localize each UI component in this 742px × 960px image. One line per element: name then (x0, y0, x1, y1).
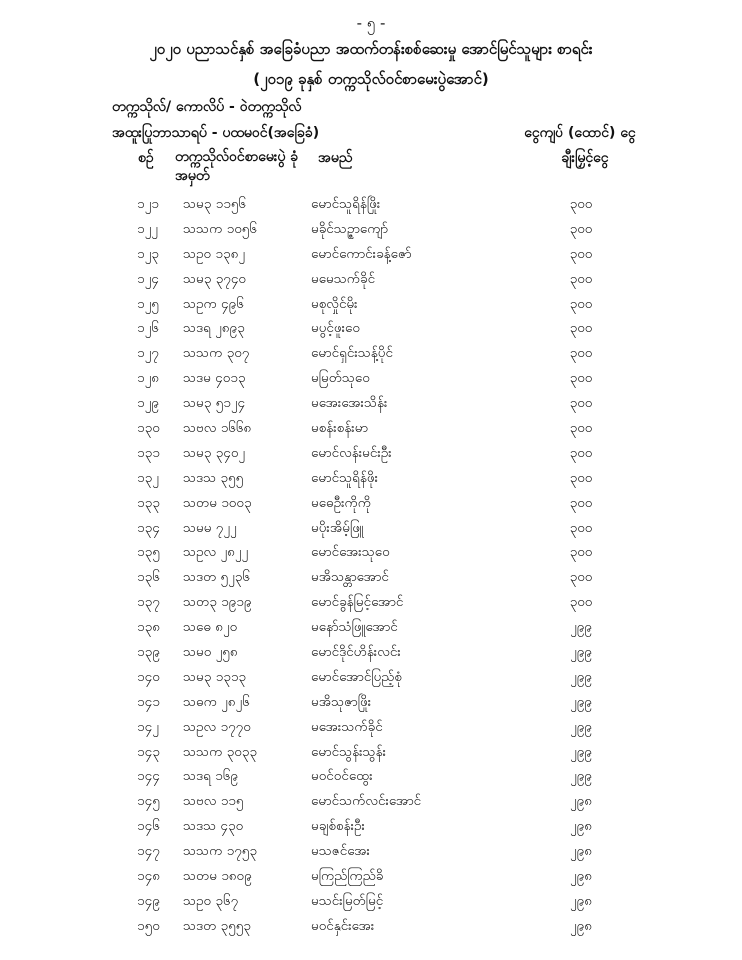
row-name: မောင်အောင်ပြည့်စုံ (311, 668, 402, 685)
row-reg-number: သဗလ ၁၁၅ (183, 793, 244, 810)
table-row (0, 444, 742, 469)
row-number: ၁၄၀ (137, 668, 160, 685)
row-amount: ၂၉၈ (570, 843, 592, 860)
row-reg-number: သဒရ ၁၆၉ (183, 768, 238, 785)
row-number: ၁၂၃ (137, 245, 159, 262)
row-amount: ၃၀၀ (569, 270, 593, 287)
row-amount: ၃၀၀ (569, 245, 593, 262)
row-name: မပိုးအိမ့်ဖြူ (311, 519, 364, 536)
row-number: ၁၄၂ (137, 718, 159, 735)
row-amount: ၂၉၉ (570, 718, 592, 735)
row-reg-number: သမ၃ ၃၇၄၀ (183, 270, 247, 287)
row-amount: ၃၀၀ (569, 420, 593, 437)
table-row (0, 917, 742, 942)
table-row (0, 369, 742, 394)
table-row (0, 394, 742, 419)
row-number: ၁၄၃ (137, 743, 160, 760)
row-name: မောင်သက်လင်းအောင် (311, 793, 422, 810)
row-name: မသင်းမြတ်မြင့် (311, 892, 384, 909)
table-body (0, 195, 742, 942)
row-amount: ၃၀၀ (569, 544, 593, 561)
row-amount: ၂၉၈ (570, 917, 592, 934)
row-number: ၁၂၇ (137, 345, 159, 362)
row-name: မောင်အေးသုဝေ (311, 544, 390, 561)
row-reg-number: သမဝ ၂၅၈ (183, 644, 238, 661)
row-amount: ၂၉၈ (570, 793, 592, 810)
row-name: မအိသုဇာဖြိုး (311, 693, 372, 710)
row-name: မဓေဦးကိုကို (311, 494, 371, 511)
table-row (0, 419, 742, 444)
row-name: မောင်ရှင်းသန့်ပိုင် (311, 345, 393, 362)
row-number: ၁၃၂ (137, 469, 159, 486)
row-number: ၁၂၈ (137, 370, 159, 387)
row-reg-number: သဒမ ၄၀၁၃ (183, 370, 246, 387)
row-amount: ၃၀၀ (569, 320, 593, 337)
row-reg-number: သဒသ ၄၃၀ (183, 818, 244, 835)
table-row (0, 494, 742, 519)
row-name: မောင်လန်းမင်းဦး (311, 444, 392, 461)
row-number: ၁၄၅ (137, 793, 160, 810)
university-line: တက္ကသိုလ်/ ကောလိပ် - ဝဲတက္ကသိုလ် (112, 99, 302, 115)
row-amount: ၃၀၀ (569, 196, 593, 212)
row-name: မောင်သူရိန်ဖြိုး (311, 196, 381, 212)
row-amount: ၃၀၀ (569, 220, 593, 237)
row-name: မခိုင်သဥ္ဇာကျော် (311, 220, 389, 237)
row-reg-number: သသက ၃၀၇ (183, 345, 250, 362)
row-reg-number: သမ၃ ၁၃၁၃ (183, 668, 247, 685)
row-reg-number: သသက ၃၀၃၃ (183, 743, 257, 760)
row-number: ၁၄၆ (137, 818, 160, 835)
row-reg-number: သဥလ ၁၇၇၀ (183, 718, 251, 735)
row-amount: ၃၀၀ (569, 370, 593, 387)
amount-unit-header: ငွေကျပ် (ထောင်) ငွေ (524, 125, 636, 141)
row-name: မအိသန္တာအောင် (311, 569, 389, 586)
table-row (0, 718, 742, 743)
row-name: မဝင်ဝင်ထွေး (311, 768, 373, 785)
row-reg-number: သဥ၀ ၃၆၇ (183, 892, 239, 909)
table-row (0, 767, 742, 792)
row-amount: ၃၀၀ (569, 295, 593, 312)
row-number: ၁၃၈ (137, 619, 160, 636)
row-name: မပွင့်ဖူးဝေ (311, 320, 360, 337)
table-row (0, 344, 742, 369)
row-name: မသဇင်အေး (311, 843, 370, 860)
row-reg-number: သသက ၁၇၅၃ (183, 843, 257, 860)
row-reg-number: သမ၃ ၃၄၀၂ (183, 444, 246, 461)
row-amount: ၃၀၀ (569, 519, 593, 536)
row-number: ၁၄၄ (137, 768, 160, 785)
row-number: ၁၂၆ (137, 320, 159, 337)
table-row (0, 519, 742, 544)
table-row (0, 643, 742, 668)
row-number: ၁၂၁ (137, 196, 159, 212)
row-name: မနော်သံဖြူအောင် (311, 619, 398, 636)
row-reg-number: သဒတ ၃၅၅၃ (183, 917, 251, 934)
row-amount: ၃၀၀ (569, 444, 593, 461)
row-reg-number: သဓက ၂၈၂၆ (183, 693, 250, 710)
column-header-name: အမည် (318, 150, 353, 166)
row-name: မောင်သူရိန်ဖိုး (311, 469, 379, 486)
row-reg-number: သမ၃ ၁၁၅၆ (183, 196, 247, 212)
table-row (0, 543, 742, 568)
row-number: ၁၃၆ (137, 569, 160, 586)
row-number: ၁၃၀ (137, 420, 160, 437)
table-row (0, 593, 742, 618)
row-number: ၁၃၁ (137, 444, 160, 461)
row-number: ၁၄၇ (137, 843, 160, 860)
table-row (0, 469, 742, 494)
column-header-no: စဉ် (138, 150, 154, 166)
row-reg-number: သမမ ၇၂၂ (183, 519, 237, 536)
document-title: ၂၀၂၀ ပညာသင်နှစ် အခြေခံပညာ အထက်တန်းစစ်ဆေးမှု အောင်မြင်သူများ စာရင်း (149, 40, 593, 58)
row-amount: ၃၀၀ (569, 569, 593, 586)
row-name: မစုလှိုင်မိုး (311, 295, 358, 312)
page-number: - ၅ - (356, 14, 386, 32)
row-reg-number: သတမ ၁၈၀၉ (183, 868, 252, 885)
row-number: ၁၂၄ (137, 270, 159, 287)
row-reg-number: သဒရ ၂၈၉၃ (183, 320, 245, 337)
row-number: ၁၃၄ (137, 519, 160, 536)
specialization-line: အထူးပြုဘာသာရပ် - ပထမဝင်(အခြေခံ) (112, 125, 320, 141)
row-number: ၁၃၇ (137, 594, 160, 611)
row-name: မအေးသက်ခိုင် (311, 718, 383, 735)
row-amount: ၃၀၀ (569, 469, 593, 486)
row-number: ၁၂၉ (137, 395, 159, 412)
table-row (0, 245, 742, 270)
document-subtitle: (၂၀၁၉ ခုနှစ် တက္ကသိုလ်ဝင်စာမေးပွဲအောင်) (253, 70, 489, 88)
row-reg-number: သဒတ ၅၂၃၆ (183, 569, 250, 586)
row-amount: ၂၉၉ (570, 668, 592, 685)
row-name: မောင်သွန်းသွန်း (311, 743, 387, 760)
table-row (0, 892, 742, 917)
row-number: ၁၄၈ (137, 868, 160, 885)
table-row (0, 817, 742, 842)
row-amount: ၂၉၉ (570, 768, 592, 785)
table-row (0, 270, 742, 295)
row-number: ၁၃၅ (137, 544, 160, 561)
row-reg-number: သဓေ ၈၂၀ (183, 619, 238, 636)
row-amount: ၂၉၉ (570, 644, 592, 661)
row-name: မအေးအေးသိန်း (311, 395, 388, 412)
row-amount: ၃၀၀ (569, 594, 593, 611)
row-reg-number: သတမ ၁၀၀၃ (183, 494, 252, 511)
row-name: မဝင်နှင်းအေး (311, 917, 375, 934)
row-amount: ၂၉၉ (570, 619, 592, 636)
row-number: ၁၂၅ (137, 295, 159, 312)
row-reg-number: သမ၃ ၅၁၂၄ (183, 395, 246, 412)
table-row (0, 618, 742, 643)
row-name: မစန်းစန်းမာ (311, 420, 368, 437)
row-number: ၁၂၂ (137, 220, 158, 237)
row-name: မမြတ်သုဝေ (311, 370, 370, 387)
row-amount: ၃၀၀ (569, 395, 593, 412)
table-row (0, 220, 742, 245)
row-name: မောင်ခွန်မြင့်အောင် (311, 594, 404, 611)
row-name: မောင်ဒိုင်ဟိန်းလင်း (311, 644, 401, 661)
row-amount: ၂၉၉ (570, 743, 592, 760)
row-amount: ၂၉၈ (570, 818, 592, 835)
row-reg-number: သဥလ ၂၈၂၂ (183, 544, 249, 561)
table-row (0, 568, 742, 593)
row-reg-number: သဗလ ၁၆၆၈ (183, 420, 252, 437)
row-number: ၁၃၉ (137, 644, 160, 661)
column-header-amount: ချီးမြှင့်ငွေ (561, 150, 609, 166)
row-amount: ၃၀၀ (569, 345, 593, 362)
row-name: မချစ်စန်းဦး (311, 818, 365, 835)
row-reg-number: သဥ၀ ၁၃၈၂ (183, 245, 245, 262)
table-row (0, 743, 742, 768)
table-row (0, 295, 742, 320)
row-amount: ၂၉၈ (570, 892, 592, 909)
row-amount: ၂၉၈ (570, 868, 592, 885)
table-row (0, 319, 742, 344)
table-row (0, 195, 742, 220)
table-row (0, 693, 742, 718)
row-reg-number: သဥက ၄၉၆ (183, 295, 244, 312)
row-reg-number: သဒသ ၃၅၅ (183, 469, 244, 486)
row-amount: ၃၀၀ (569, 494, 593, 511)
row-number: ၁၅၀ (137, 917, 160, 934)
table-row (0, 668, 742, 693)
row-reg-number: သသက ၁၀၅၆ (183, 220, 257, 237)
table-row (0, 842, 742, 867)
column-header-reg: တက္ကသိုလ်ဝင်စာမေးပွဲ ခုံအမှတ် (175, 149, 299, 184)
row-amount: ၂၉၉ (570, 693, 592, 710)
table-row (0, 867, 742, 892)
row-number: ၁၄၁ (137, 693, 160, 710)
table-row (0, 792, 742, 817)
row-name: မကြည်ကြည်ခိ (311, 868, 384, 885)
row-name: မမေသက်ခိုင် (311, 270, 376, 287)
row-number: ၁၄၉ (137, 892, 160, 909)
row-number: ၁၃၃ (137, 494, 160, 511)
row-name: မောင်ကောင်းခန့်ဇော် (311, 245, 412, 262)
row-reg-number: သတ၃ ၁၉၁၉ (183, 594, 252, 611)
